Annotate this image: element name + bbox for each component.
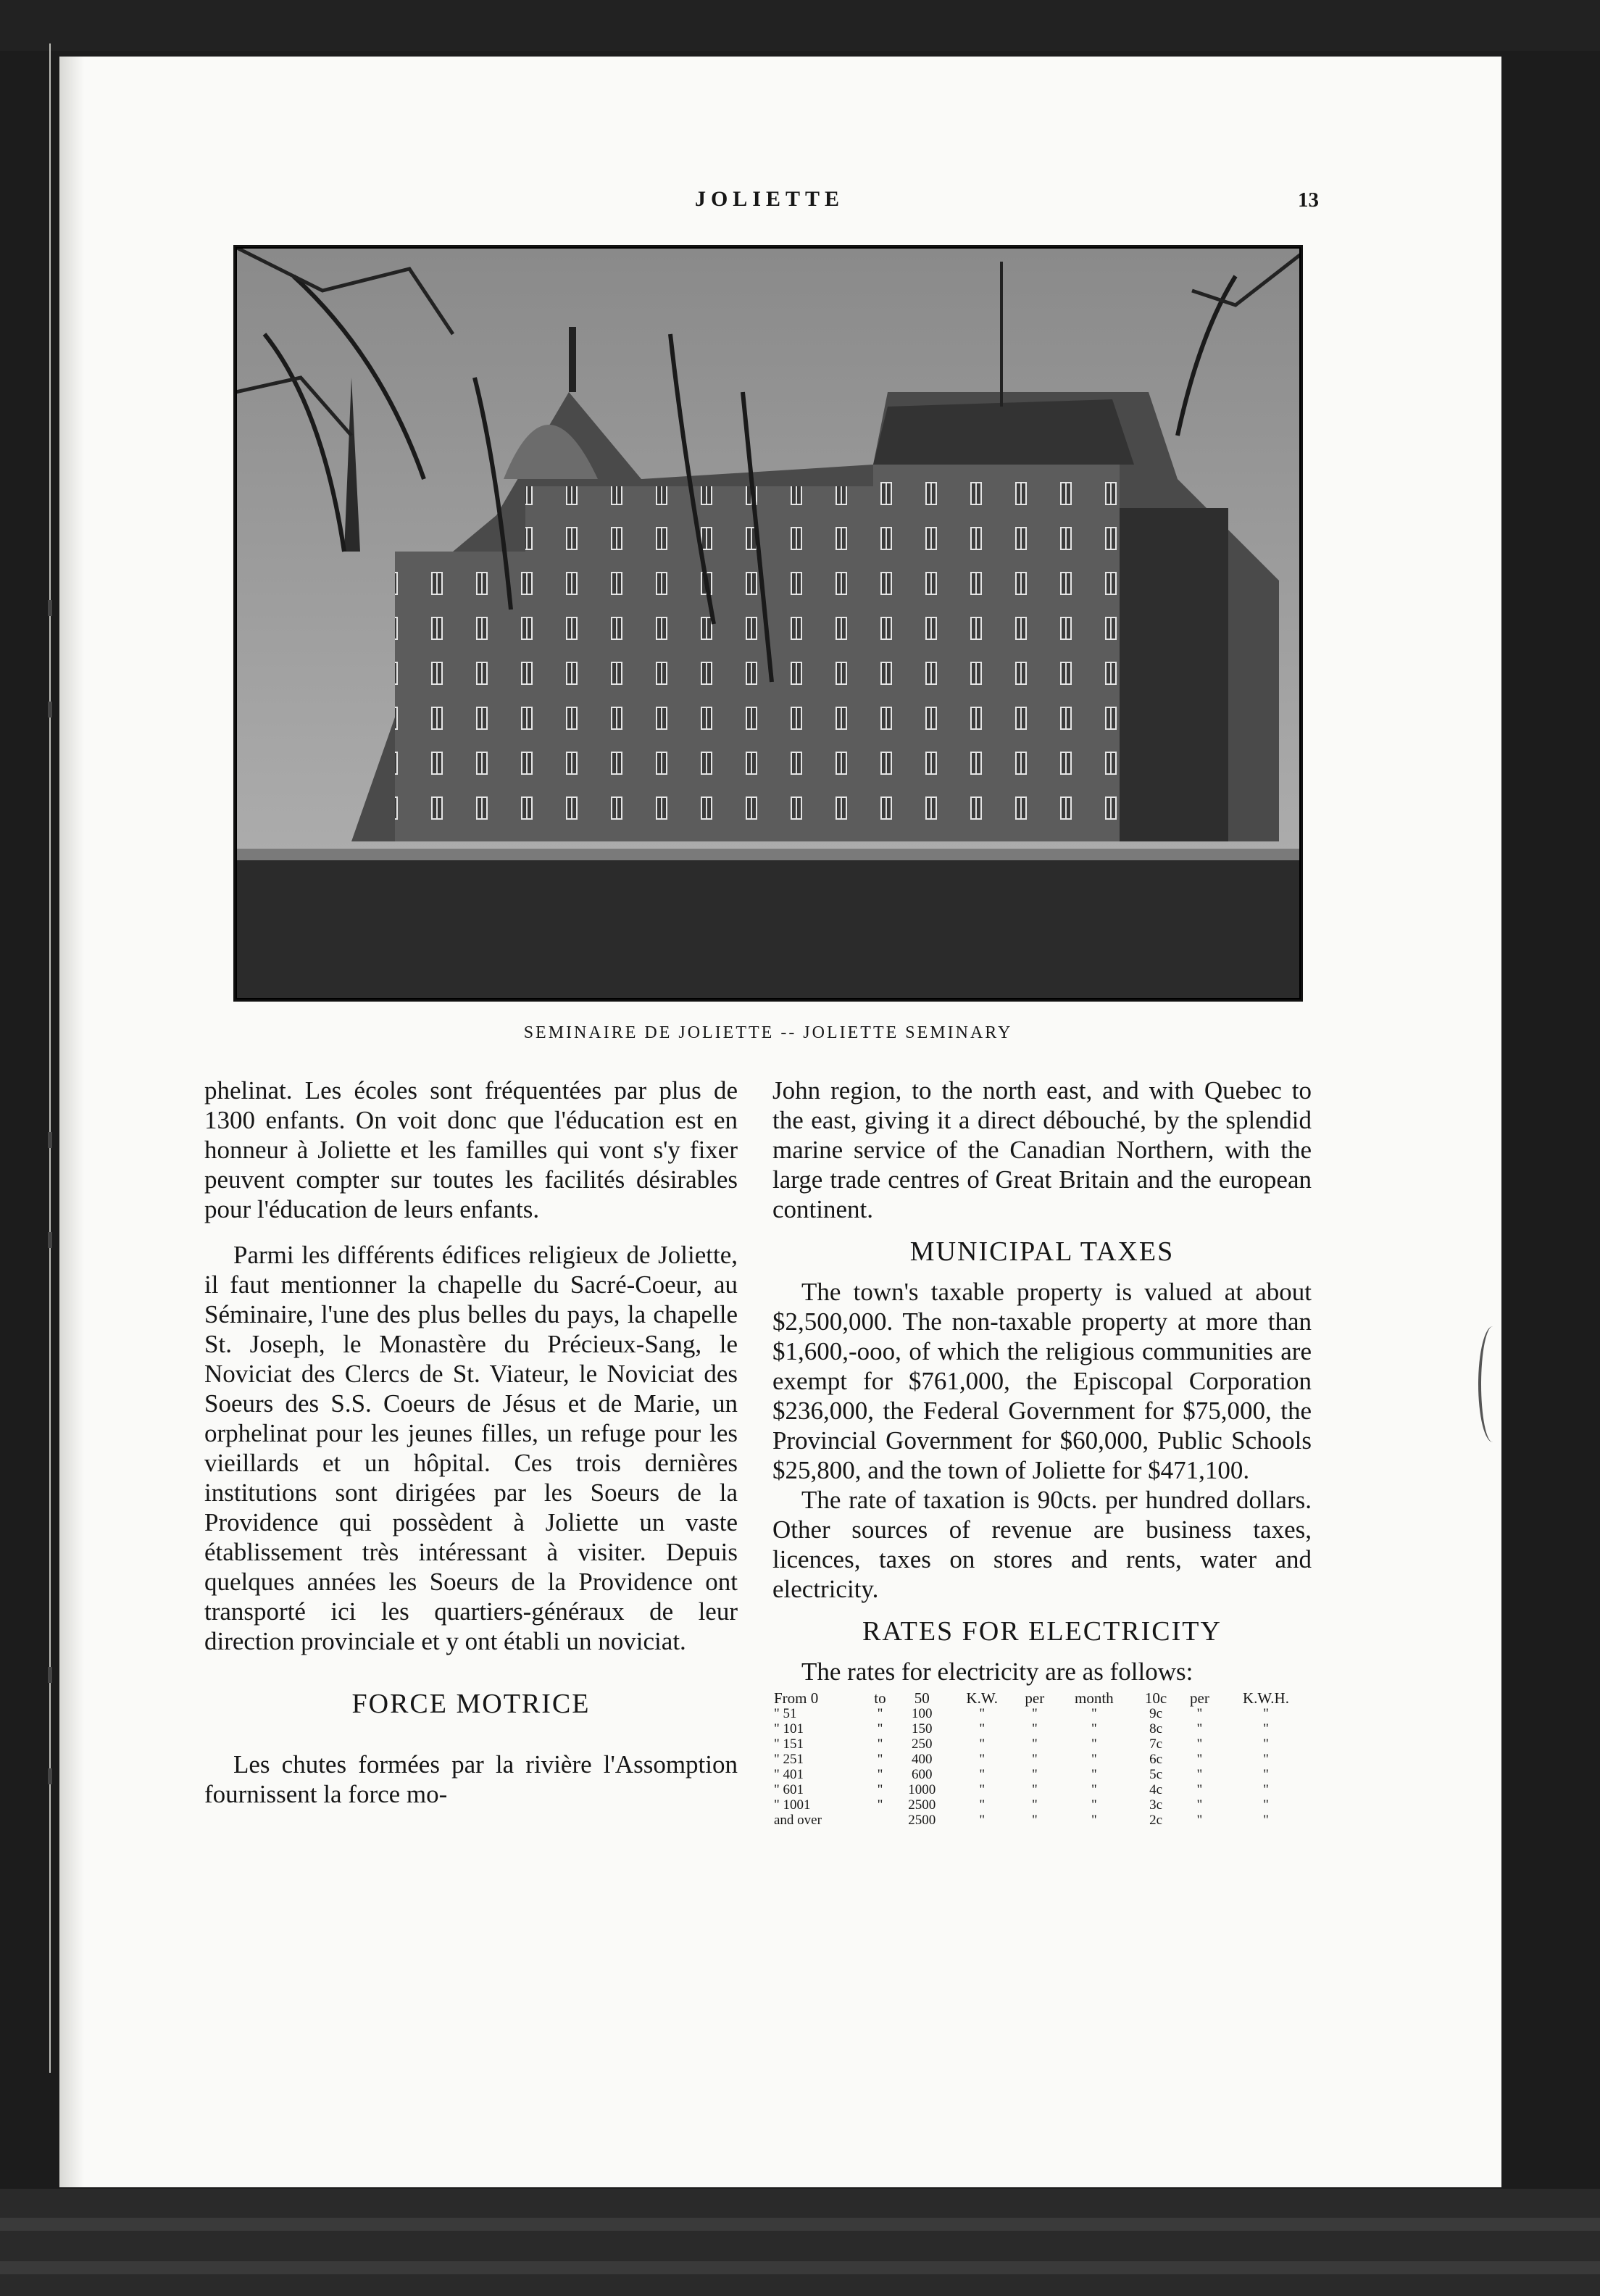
table-cell-per: "	[1031, 1752, 1038, 1767]
table-cell-rate-per: "	[1196, 1706, 1203, 1721]
paragraph: The rate of taxation is 90cts. per hundred dollars. Other sources of revenue are business taxes, licences, taxes on stores and rents, water and electricity.	[772, 1486, 1312, 1603]
table-cell-unit: K.W.	[966, 1689, 998, 1707]
table-cell-per: "	[1031, 1782, 1038, 1797]
table-row	[772, 1752, 1312, 1767]
table-cell-rate: 9c	[1149, 1706, 1163, 1721]
table-cell-period: "	[1091, 1752, 1097, 1767]
table-cell-rate-unit: "	[1263, 1752, 1269, 1767]
page-number: 13	[1298, 188, 1319, 212]
seminary-building-illustration	[236, 247, 1301, 999]
table-cell-per: "	[1031, 1721, 1038, 1736]
table-cell-from: " 101	[774, 1721, 804, 1736]
table-row	[772, 1691, 1312, 1706]
table-cell-rate-per: "	[1196, 1813, 1203, 1828]
table-cell-per: "	[1031, 1767, 1038, 1782]
paragraph: The town's taxable property is valued at about $2,500,000. The non-taxable property at more than $1,600,-ooo, of which the religious communities are exempt for $761,000, the Episcopal Corporation $236,000, the Federal Government for $75,000, the Provincial Government for $60,000, Public Schools $25,800, and the town of Joliette for $471,100.	[772, 1278, 1312, 1484]
paragraph: phelinat. Les écoles sont fréquentées par plus de 1300 enfants. On voit donc que l'éducation est en honneur à Joliette et les familles qui vont s'y fixer peuvent compter sur toutes les facilités désirables pour l'éducation de leurs enfants.	[204, 1076, 738, 1223]
table-cell-rate-unit: "	[1263, 1782, 1269, 1797]
table-cell-to: 250	[911, 1736, 933, 1752]
table-cell-rate-unit: "	[1263, 1797, 1269, 1813]
table-cell-period: "	[1091, 1782, 1097, 1797]
table-cell-unit: "	[979, 1706, 986, 1721]
table-cell-to-word: "	[877, 1752, 883, 1767]
table-cell-per: "	[1031, 1736, 1038, 1752]
table-cell-period: "	[1091, 1721, 1097, 1736]
page-header	[233, 187, 1319, 216]
table-cell-rate-unit: "	[1263, 1767, 1269, 1782]
table-cell-from: " 51	[774, 1706, 797, 1721]
table-row	[772, 1706, 1312, 1721]
table-cell-rate-unit: "	[1263, 1736, 1269, 1752]
table-row	[772, 1813, 1312, 1828]
table-cell-unit: "	[979, 1782, 986, 1797]
electricity-rates-table	[772, 1691, 1312, 1828]
table-cell-to-word: "	[877, 1736, 883, 1752]
paragraph: Les chutes formées par la rivière l'Assomption fournissent la force mo-	[204, 1750, 738, 1808]
section-heading-municipal-taxes: MUNICIPAL TAXES	[909, 1236, 1175, 1267]
table-cell-rate-unit: K.W.H.	[1243, 1689, 1289, 1707]
table-cell-from: " 1001	[774, 1797, 811, 1813]
table-cell-unit: "	[979, 1813, 986, 1828]
table-cell-rate: 2c	[1149, 1813, 1163, 1828]
table-cell-from: and over	[774, 1813, 822, 1828]
table-cell-rate: 8c	[1149, 1721, 1163, 1736]
table-cell-rate: 4c	[1149, 1782, 1163, 1797]
binding-mark	[48, 1132, 52, 1148]
table-row	[772, 1782, 1312, 1797]
page-curl	[1478, 1326, 1507, 1442]
table-cell-rate-per: "	[1196, 1797, 1203, 1813]
table-cell-period: "	[1091, 1767, 1097, 1782]
table-cell-period: "	[1091, 1813, 1097, 1828]
table-row	[772, 1721, 1312, 1736]
seminary-photograph	[233, 245, 1303, 1002]
binding-mark	[48, 1768, 52, 1784]
table-row	[772, 1767, 1312, 1782]
paragraph: John region, to the north east, and with Quebec to the east, giving it a direct débouché, by the splendid marine service of the Canadian Northern, with the large trade centres of Great Britain and the european continent.	[772, 1076, 1312, 1223]
table-cell-rate: 7c	[1149, 1736, 1163, 1752]
table-cell-from: " 151	[774, 1736, 804, 1752]
table-cell-from: " 401	[774, 1767, 804, 1782]
table-cell-rate: 5c	[1149, 1767, 1163, 1782]
film-border-bottom	[0, 2189, 1600, 2296]
photo-caption: SEMINAIRE DE JOLIETTE -- JOLIETTE SEMINARY	[523, 1023, 1013, 1042]
table-cell-to-word: to	[874, 1689, 886, 1707]
table-cell-to: 1000	[908, 1782, 936, 1797]
table-cell-unit: "	[979, 1752, 986, 1767]
table-cell-unit: "	[979, 1767, 986, 1782]
table-cell-to: 600	[911, 1767, 933, 1782]
table-cell-per: "	[1031, 1706, 1038, 1721]
table-cell-to: 2500	[908, 1813, 936, 1828]
left-column	[204, 1076, 738, 1809]
table-cell-rate-per: per	[1190, 1689, 1209, 1707]
table-cell-to-word: "	[877, 1721, 883, 1736]
table-row	[772, 1736, 1312, 1752]
table-cell-from: " 251	[774, 1752, 804, 1767]
paragraph: The rates for electricity are as follows:	[801, 1657, 1193, 1686]
table-cell-from: " 601	[774, 1782, 804, 1797]
table-cell-to: 100	[911, 1706, 933, 1721]
table-cell-rate: 6c	[1149, 1752, 1163, 1767]
table-cell-to-word: "	[877, 1797, 883, 1813]
table-cell-rate: 10c	[1144, 1689, 1167, 1707]
section-heading-rates-for-electricity: RATES FOR ELECTRICITY	[862, 1616, 1222, 1647]
table-cell-unit: "	[979, 1721, 986, 1736]
right-column	[772, 1076, 1312, 1828]
running-title: JOLIETTE	[694, 187, 845, 211]
table-cell-from: From 0	[774, 1689, 819, 1707]
table-cell-rate-unit: "	[1263, 1706, 1269, 1721]
table-cell-to: 400	[911, 1752, 933, 1767]
table-cell-to-word: "	[877, 1767, 883, 1782]
table-cell-per: per	[1025, 1689, 1045, 1707]
table-cell-per: "	[1031, 1813, 1038, 1828]
table-cell-rate-per: "	[1196, 1721, 1203, 1736]
table-cell-to: 150	[911, 1721, 933, 1736]
table-cell-period: "	[1091, 1706, 1097, 1721]
table-cell-period: "	[1091, 1736, 1097, 1752]
table-cell-rate-per: "	[1196, 1736, 1203, 1752]
film-border-top	[0, 0, 1600, 51]
table-cell-rate-unit: "	[1263, 1721, 1269, 1736]
section-heading-force-motrice: FORCE MOTRICE	[351, 1689, 591, 1719]
binding-mark	[48, 1667, 52, 1683]
table-cell-to: 2500	[908, 1797, 936, 1813]
table-cell-rate-per: "	[1196, 1752, 1203, 1767]
page-gutter-shadow	[59, 57, 84, 2187]
paragraph: Parmi les différents édifices religieux de Joliette, il faut mentionner la chapelle du Sacré-Coeur, au Séminaire, l'une des plus belles du pays, la chapelle St. Joseph, le Monastère du Précieux-Sang, le Noviciat des Clercs de St. Viateur, le Noviciat des Soeurs des S.S. Coeurs de Jésus et de Marie, un orphelinat pour les jeunes filles, un refuge pour les vieillards et un hôpital. Ces trois dernières institutions sont dirigées par les Soeurs de la Providence qui possèdent à Joliette un vaste établissement très intéressant à visiter. Depuis quelques années les Soeurs de la Providence ont transporté ici les quartiers-généraux de leur direction provinciale et y ont établi un noviciat.	[204, 1241, 738, 1655]
table-row	[772, 1797, 1312, 1813]
table-cell-to-word	[867, 1813, 894, 1828]
table-cell-to: 50	[914, 1689, 930, 1707]
table-cell-to-word: "	[877, 1782, 883, 1797]
table-cell-per: "	[1031, 1797, 1038, 1813]
table-cell-rate-unit: "	[1263, 1813, 1269, 1828]
table-cell-period: month	[1074, 1689, 1114, 1707]
table-cell-unit: "	[979, 1797, 986, 1813]
binding-mark	[48, 702, 52, 718]
table-cell-rate: 3c	[1149, 1797, 1163, 1813]
binding-mark	[48, 600, 52, 616]
table-cell-rate-per: "	[1196, 1767, 1203, 1782]
table-cell-to-word: "	[877, 1706, 883, 1721]
table-cell-rate-per: "	[1196, 1782, 1203, 1797]
table-cell-period: "	[1091, 1797, 1097, 1813]
table-cell-unit: "	[979, 1736, 986, 1752]
binding-mark	[48, 1232, 52, 1248]
